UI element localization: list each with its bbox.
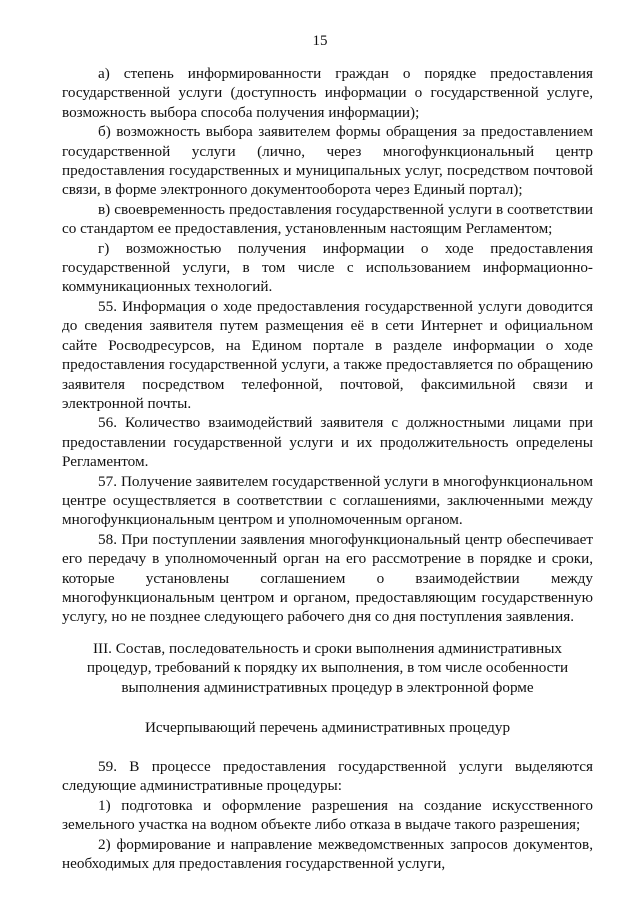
paragraph-v: в) своевременность предоставления государственной услуги в соответствии со стандартом ее предоставления, установленным настоящим Регламентом;: [62, 200, 593, 238]
subsection-heading: Исчерпывающий перечень административных процедур: [144, 718, 511, 736]
paragraph-58: 58. При поступлении заявления многофункциональный центр обеспечивает его передачу в уполномоченный орган на его рассмотрение в порядке и сроки, которые установлены соглашением о взаимодействии между многофункциональным центром и органом, предоставляющим государственную услугу, но не позднее следующего рабочего дня со дня поступления заявления.: [62, 530, 593, 626]
paragraph-a: а) степень информированности граждан о порядке предоставления государственной услуги (доступность информации о государственной услуге, возможность выбора способа получения информации);: [62, 65, 593, 121]
paragraph-g: г) возможностью получения информации о ходе предоставления государственной услуги, в том числе с использованием информационно-коммуникационных технологий.: [62, 239, 593, 296]
document-body: [62, 64, 593, 873]
paragraph-b: б) возможность выбора заявителем формы обращения за предоставлением государственной услуги (лично, через многофункциональный центр предоставления государственных и муниципальных услуг, посредством почтовой связи, в форме электронного документооборота через Единый портал);: [62, 123, 593, 199]
paragraph-59: 59. В процессе предоставления государственной услуги выделяются следующие административные процедуры:: [62, 757, 593, 795]
list-item-2: 2) формирование и направление межведомственных запросов документов, необходимых для предоставления государственной услуги,: [62, 835, 593, 872]
list-item-1: 1) подготовка и оформление разрешения на создание искусственного земельного участка на водном объекте либо отказа в выдаче такого разрешения;: [62, 796, 593, 834]
paragraph-55: 55. Информация о ходе предоставления государственной услуги доводится до сведения заявителя путем размещения её в сети Интернет и официальном сайте Росводресурсов, на Едином портале в разделе информации о ходе предоставления государственной услуги, а также предоставляется по обращению заявителя посредством телефонной, почтовой, факсимильной связи и электронной почты.: [62, 297, 593, 412]
paragraph-56: 56. Количество взаимодействий заявителя с должностными лицами при предоставлении государственной услуги и их продолжительность определены Регламентом.: [62, 414, 593, 471]
page-number: 15: [312, 33, 328, 49]
section-heading: III. Состав, последовательность и сроки выполнения административных процедур, требований к порядку их выполнения, в том числе особенности выполнения административных процедур в электронной форме: [86, 639, 569, 696]
paragraph-57: 57. Получение заявителем государственной услуги в многофункциональном центре осуществляется в соответствии с соглашениями, заключенными между многофункциональным центром и уполномоченным органом.: [62, 472, 593, 529]
